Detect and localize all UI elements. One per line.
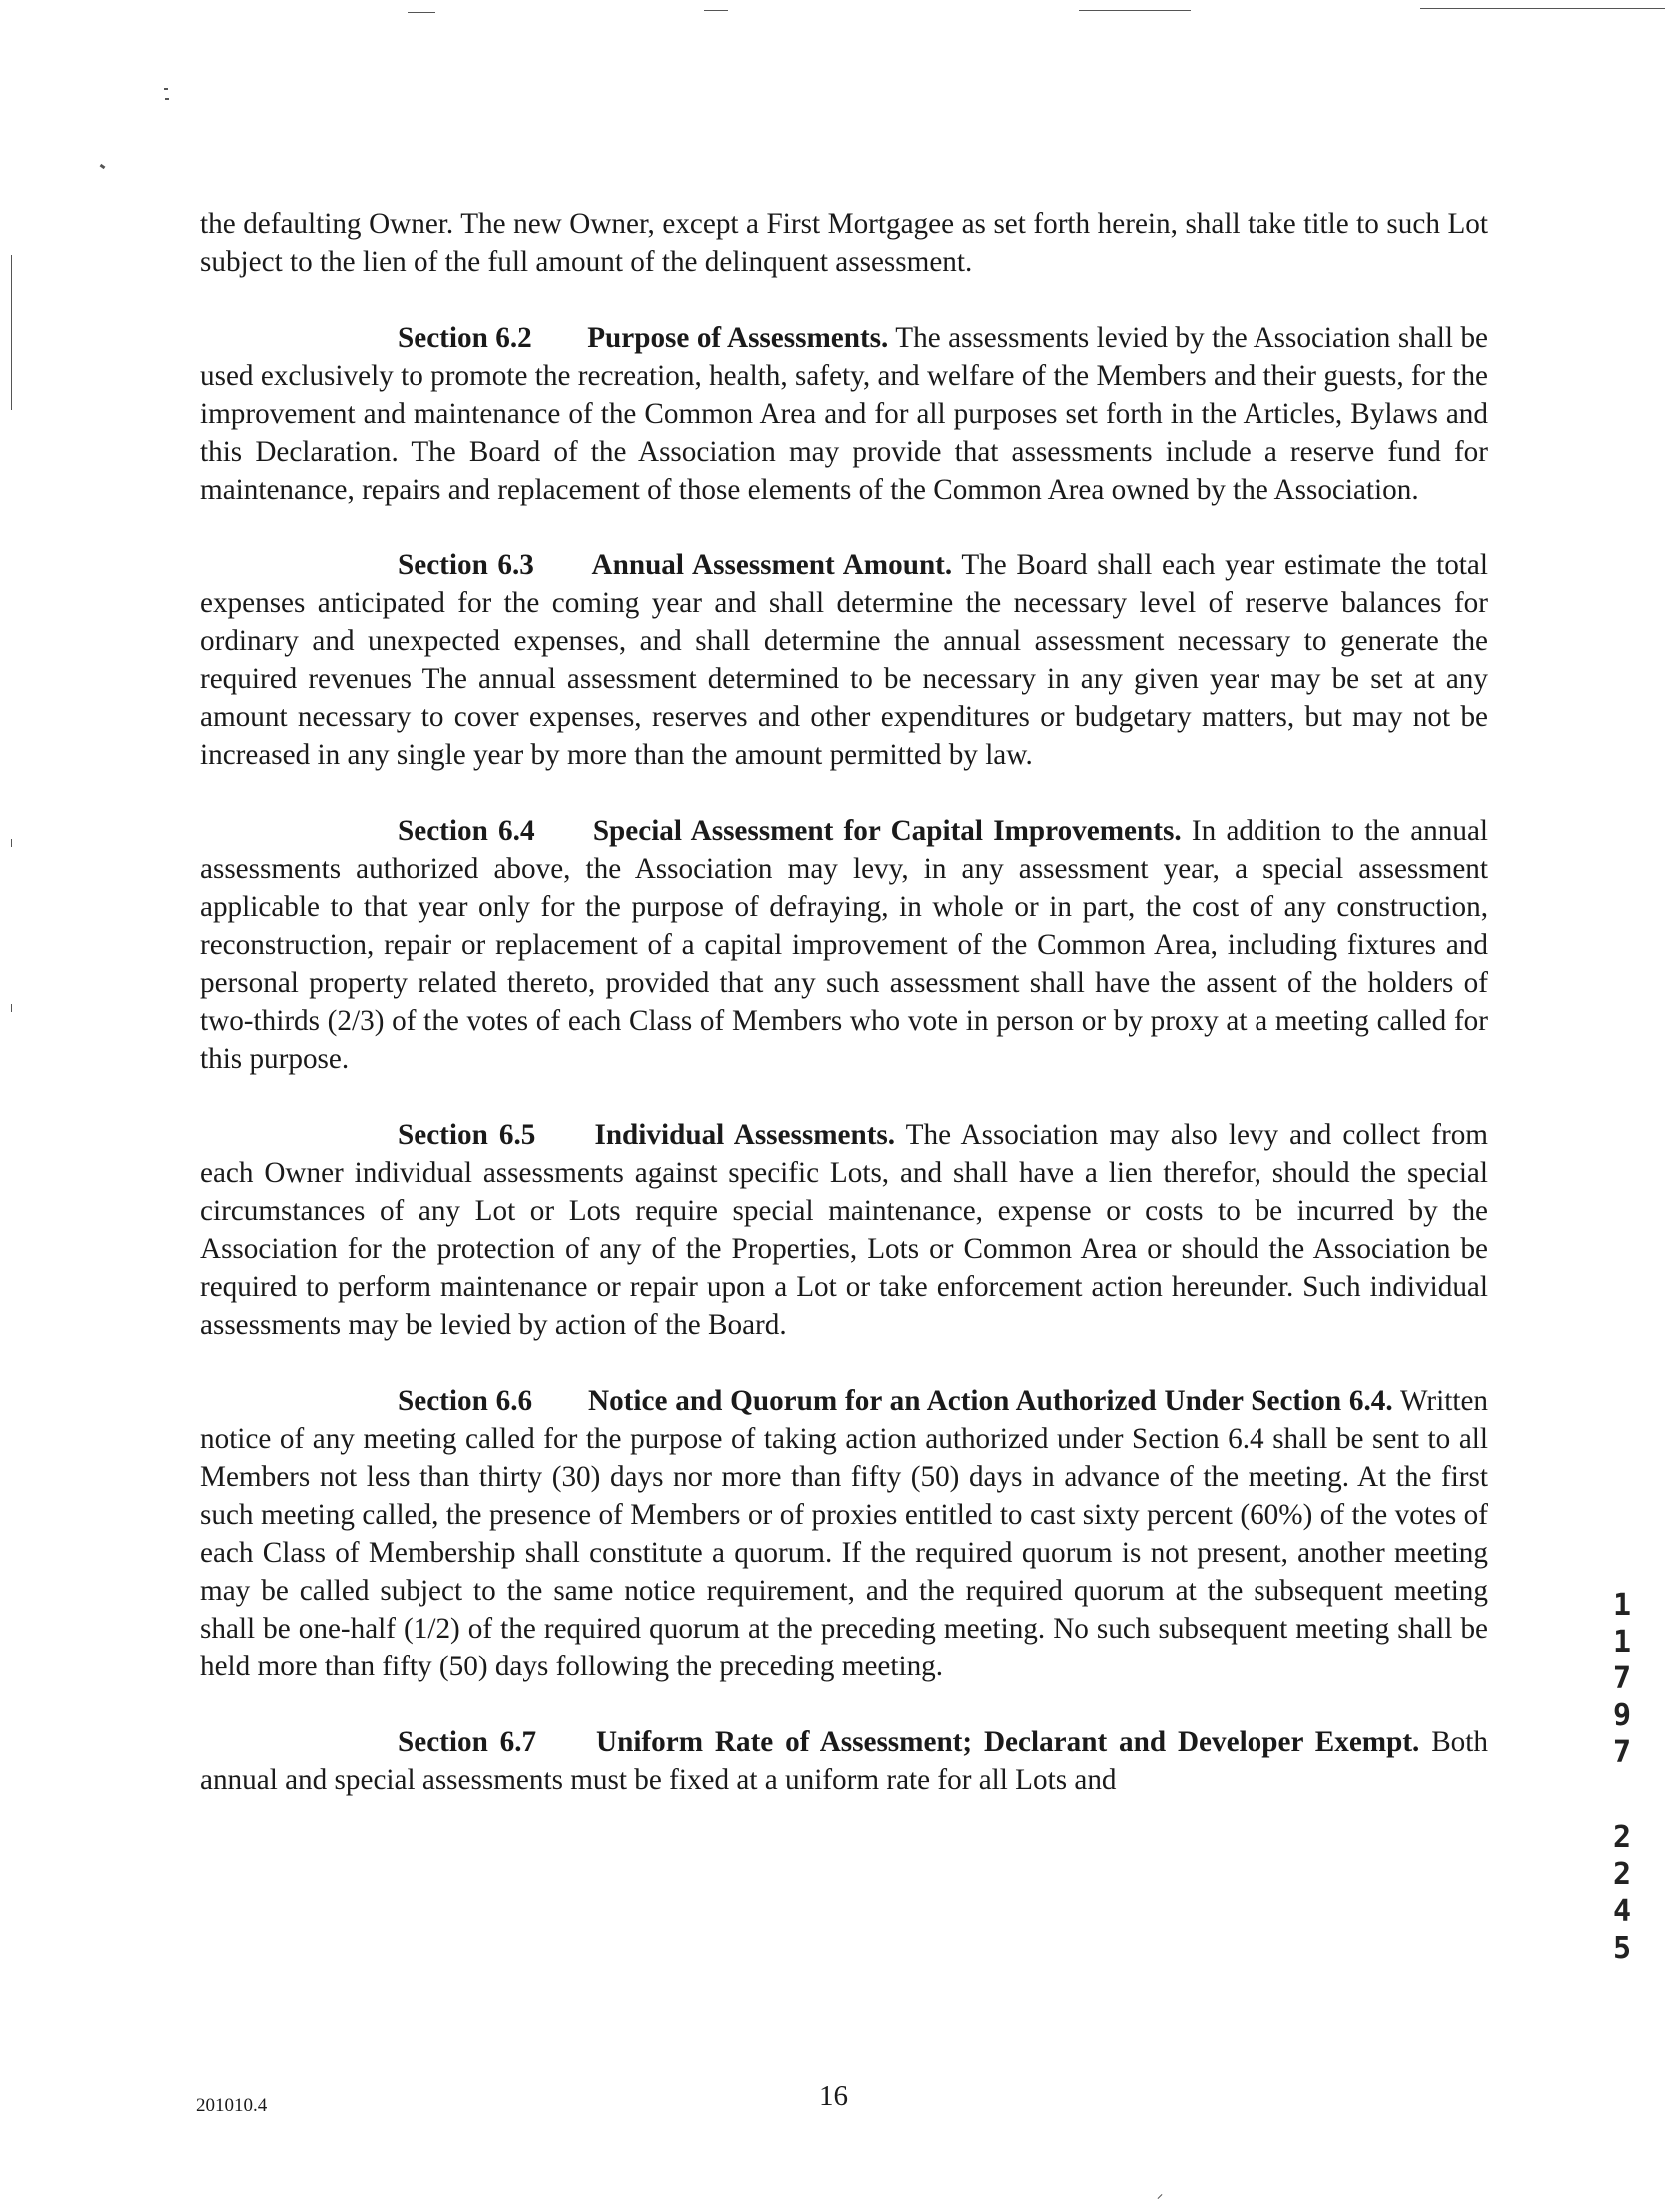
stamp-digit: 7 xyxy=(1612,1735,1632,1770)
section-body: The Board shall each year estimate the total expenses anticipated for the coming year and shall determine the necessary level of reserve balances for ordinary and unexpected expenses, and shall determine the annual assessment necessary to generate the required revenues The annual assessment determined to be necessary in any given year may be set at any amount necessary to cover expenses, reserves and other expenditures or budgetary matters, but may not be increased in any single year by more than the amount permitted by law. xyxy=(200,550,1488,771)
section-6-6 xyxy=(200,1382,1488,1685)
stamp-digit: 4 xyxy=(1612,1894,1632,1929)
stamp-digit: 5 xyxy=(1612,1931,1632,1966)
section-number: Section 6.5 xyxy=(398,1119,536,1151)
document-body xyxy=(200,205,1488,1837)
scan-speck-2 xyxy=(165,98,169,100)
section-title: Special Assessment for Capital Improvements. xyxy=(592,815,1182,847)
section-title: Notice and Quorum for an Action Authorized Under Section 6.4. xyxy=(587,1385,1393,1417)
section-number: Section 6.2 xyxy=(398,322,532,354)
scan-line-top-4 xyxy=(1420,8,1665,9)
scan-line-top-3 xyxy=(1079,10,1191,11)
stamp-digit: 1 xyxy=(1612,1625,1632,1659)
scan-speck-3 xyxy=(100,164,106,169)
intro-paragraph: the defaulting Owner. The new Owner, except a First Mortgagee as set forth herein, shall take title to such Lot subject to the lien of the full amount of the delinquent assessment. xyxy=(200,208,1488,278)
section-body: The Association may also levy and collect from each Owner individual assessments against specific Lots, and shall have a lien therefor, should the special circumstances of any Lot or Lots require special maintenance, expense or costs to be incurred by the Association for the protection of any of the Properties, Lots or Common Area or should the Association be required to perform maintenance or repair upon a Lot or take enforcement action hereunder. Such individual assessments may be levied by action of the Board. xyxy=(200,1119,1488,1341)
section-title: Uniform Rate of Assessment; Declarant and Developer Exempt. xyxy=(596,1726,1420,1758)
stamp-digit: 7 xyxy=(1612,1661,1632,1696)
stamp-digit: 2 xyxy=(1612,1857,1632,1892)
section-number: Section 6.4 xyxy=(398,815,535,847)
section-number: Section 6.3 xyxy=(398,550,534,581)
stamp-digit: 2 xyxy=(1612,1820,1632,1855)
stamp-gap xyxy=(1604,1771,1640,1819)
section-title: Annual Assessment Amount. xyxy=(591,550,953,581)
section-number: Section 6.6 xyxy=(398,1385,533,1417)
section-body: Written notice of any meeting called for the purpose of taking action authorized under Section 6.4 shall be sent to all Members not less than thirty (30) days nor more than fifty (50) days in advance of the meeting. At the first such meeting called, the presence of Members or of proxies entitled to cast sixty percent (60%) of the votes of each Class of Membership shall constitute a quorum. If the required quorum is not present, another meeting may be called subject to the same notice requirement, and the required quorum at the subsequent meeting shall be one-half (1/2) of the required quorum at the preceding meeting. No such subsequent meeting shall be held more than fifty (50) days following the preceding meeting. xyxy=(200,1385,1488,1682)
stamp-digit: 1 xyxy=(1612,1588,1632,1623)
section-6-5 xyxy=(200,1116,1488,1344)
scan-tick-left-3 xyxy=(11,1004,12,1012)
section-body: Both annual and special assessments must be fixed at a uniform rate for all Lots and xyxy=(200,1726,1488,1796)
section-title: Individual Assessments. xyxy=(594,1119,896,1151)
margin-recording-stamp xyxy=(1604,1587,1640,1967)
scan-line-top-2 xyxy=(704,10,728,11)
scan-line-left-1 xyxy=(11,255,12,410)
section-number: Section 6.7 xyxy=(398,1726,537,1758)
section-title: Purpose of Assessments. xyxy=(587,322,889,354)
scan-line-top-1 xyxy=(408,12,435,13)
section-body: The assessments levied by the Association shall be used exclusively to promote the recreation, health, safety, and welfare of the Members and their guests, for the improvement and maintenance of the Common Area and for all purposes set forth in the Articles, Bylaws and this Declaration. The Board of the Association may provide that assessments include a reserve fund for maintenance, repairs and replacement of those elements of the Common Area owned by the Association. xyxy=(200,322,1488,506)
section-6-7 xyxy=(200,1723,1488,1799)
page-number: 16 xyxy=(819,2080,848,2112)
section-body: In addition to the annual assessments authorized above, the Association may levy, in any assessment year, a special assessment applicable to that year only for the purpose of defraying, in whole or in part, the cost of any construction, reconstruction, repair or replacement of a capital improvement of the Common Area, including fixtures and personal property related thereto, provided that any such assessment shall have the assent of the holders of two-thirds (2/3) of the votes of each Class of Members who vote in person or by proxy at a meeting called for this purpose. xyxy=(200,815,1489,1075)
scan-speck-1 xyxy=(164,88,168,90)
section-6-4 xyxy=(200,812,1488,1078)
section-6-3 xyxy=(200,547,1488,774)
scan-tick-left-2 xyxy=(11,839,12,847)
document-id-footer: 201010.4 xyxy=(196,2095,268,2116)
stamp-digit: 9 xyxy=(1612,1698,1632,1733)
section-6-2 xyxy=(200,319,1488,509)
scan-speck-4 xyxy=(1158,2194,1163,2199)
